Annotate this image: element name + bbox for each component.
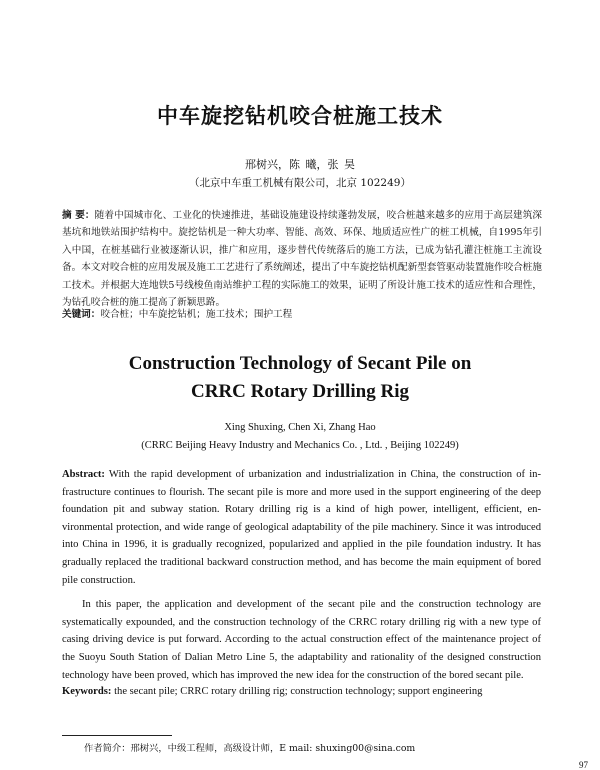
chinese-abstract-text: 随着中国城市化、工业化的快速推进，基础设施建设持续蓬勃发展，咬合桩越来越多的应用于高层建筑深基坑和地铁站围护结构中。旋挖钻机是一种大功率、智能、高效、环保、地质适应性广的桩工机械，自1995年引入中国，在桩基础行业被逐渐认识，推广和应用，逐步替代传统落后的施工方法，已成为钻孔灌注桩施工主流设备。本文对咬合桩的应用发展及施工工艺进行了系统阐述，提出了中车旋挖钻机配新型套管驱动装置施作咬合桩施工技术。并根据大连地铁5号线梭鱼南站维护工程的实际施工的效果，证明了所设计施工技术的适应性和合理性，为钻孔咬合桩的施工提高了新颖思路。 <box>62 210 543 309</box>
english-title-line-1: Construction Technology of Secant Pile on <box>128 353 472 374</box>
chinese-abstract <box>62 207 542 311</box>
english-abstract-label: Abstract: <box>62 469 105 480</box>
english-keywords <box>62 686 541 697</box>
chinese-title: 中车旋挖钻机咬合桩施工技术 <box>157 104 443 128</box>
english-keywords-text: the secant pile; CRRC rotary drilling rig; construction technology; support engineering <box>111 686 483 697</box>
chinese-keywords-text: 咬合桩；中车旋挖钻机；施工技术；围护工程 <box>100 309 293 320</box>
chinese-authors: 邢树兴，陈 曦，张 昊 <box>245 158 355 171</box>
chinese-keywords-label: 关键词： <box>62 309 101 320</box>
english-title <box>0 350 600 406</box>
english-abstract-text-1: With the rapid development of urbanization and industrialization in China, the construction of infrastructure continues to flourish. The secant pile is more and more used in the support engineering of the deep foundation pit and subway station. Rotary drilling rig is a kind of high power, intelligent, efficient, environmental protection, and wide range of geological adaptability of the pile machinery. Since it was introduced into China in 1996, it is gradually recognized, popularized and applied in the pile foundation industry. It has gradually replaced the traditional backward construction method, and has become the main equipment of bored pile construction. <box>62 469 541 586</box>
english-authors: Xing Shuxing, Chen Xi, Zhang Hao <box>224 422 376 433</box>
english-abstract <box>62 466 541 684</box>
page-number: 97 <box>579 760 588 770</box>
english-abstract-paragraph-1 <box>62 466 541 589</box>
chinese-keywords <box>62 307 542 323</box>
english-affiliation: (CRRC Beijing Heavy Industry and Mechanics Co. , Ltd. , Beijing 102249) <box>141 440 459 451</box>
english-abstract-paragraph-2: In this paper, the application and development of the secant pile and the construction technology are systematically expounded, and the construction technology of the CRRC rotary drilling rig with a new type of casing driving device is put forward. According to the actual construction effect of the maintenance project of the Suoyu South Station of Dalian Metro Line 5, the adaptability and rationality of the designed construction technology have been proved, which has improved the new idea for the construction of the bored secant pile. <box>62 599 541 681</box>
english-keywords-label: Keywords: <box>62 686 112 697</box>
chinese-abstract-label: 摘 要： <box>62 210 95 221</box>
author-footnote: 作者简介：邢树兴，中级工程师，高级设计师，E mail: shuxing00@sina.com <box>84 743 416 754</box>
footnote-divider <box>62 735 172 736</box>
english-title-line-2: CRRC Rotary Drilling Rig <box>191 381 409 402</box>
chinese-affiliation: （北京中车重工机械有限公司，北京 102249） <box>189 177 411 189</box>
